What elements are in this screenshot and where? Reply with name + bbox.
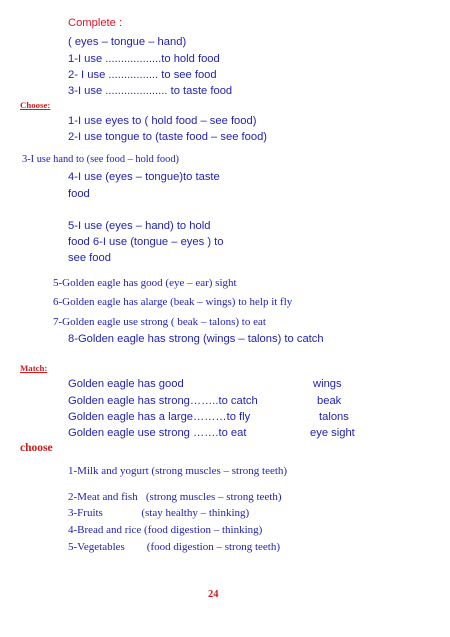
eagle-item-7: 7-Golden eagle use strong ( beak – talons) to eat [53,316,266,328]
choose-label: Choose: [20,100,51,110]
match-left-1: Golden eagle has good [68,378,184,390]
choose2-item-1: 1-Milk and yogurt (strong muscles – strong teeth) [68,465,288,477]
match-left-4: Golden eagle use strong …….to eat [68,427,247,439]
choose-item-5-line-3: see food [68,252,111,264]
choose-item-4-line-1: 4-I use (eyes – tongue)to taste [68,171,220,183]
eagle-item-6: 6-Golden eagle has alarge (beak – wings) to help it fly [53,296,293,308]
choose2-label: choose [20,442,53,454]
match-right-4: eye sight [310,427,355,439]
eagle-item-5: 5-Golden eagle has good (eye – ear) sight [53,277,237,289]
complete-item-3: 3-I use .................... to taste food [68,85,233,97]
choose-item-5-line-2: food 6-I use (tongue – eyes ) to [68,236,224,248]
choose2-item-3: 3-Fruits (stay healthy – thinking) [68,507,250,519]
choose2-item-5: 5-Vegetables (food digestion – strong teeth) [68,541,281,553]
choose2-item-2: 2-Meat and fish (strong muscles – strong teeth) [68,491,282,503]
complete-item-2: 2- I use ................ to see food [68,69,217,81]
choose-item-5-line-1: 5-I use (eyes – hand) to hold [68,220,211,232]
page-number: 24 [208,589,219,600]
match-left-2: Golden eagle has strong……..to catch [68,395,258,407]
choose-item-1: 1-I use eyes to ( hold food – see food) [68,115,257,127]
match-right-1: wings [313,378,342,390]
choose2-item-4: 4-Bread and rice (food digestion – thinking) [68,524,263,536]
match-left-3: Golden eagle has a large………to fly [68,411,251,423]
match-right-2: beak [317,395,342,407]
complete-heading: Complete : [68,17,123,29]
match-label: Match: [20,363,48,373]
complete-options: ( eyes – tongue – hand) [68,36,187,48]
choose-item-2: 2-I use tongue to (taste food – see food) [68,131,268,143]
match-right-3: talons [319,411,349,423]
complete-item-1: 1-I use ..................to hold food [68,53,220,65]
choose-item-3: 3-I use hand to (see food – hold food) [22,154,179,165]
eagle-item-8: 8-Golden eagle has strong (wings – talons) to catch [68,333,324,345]
choose-item-4-line-2: food [68,188,90,200]
